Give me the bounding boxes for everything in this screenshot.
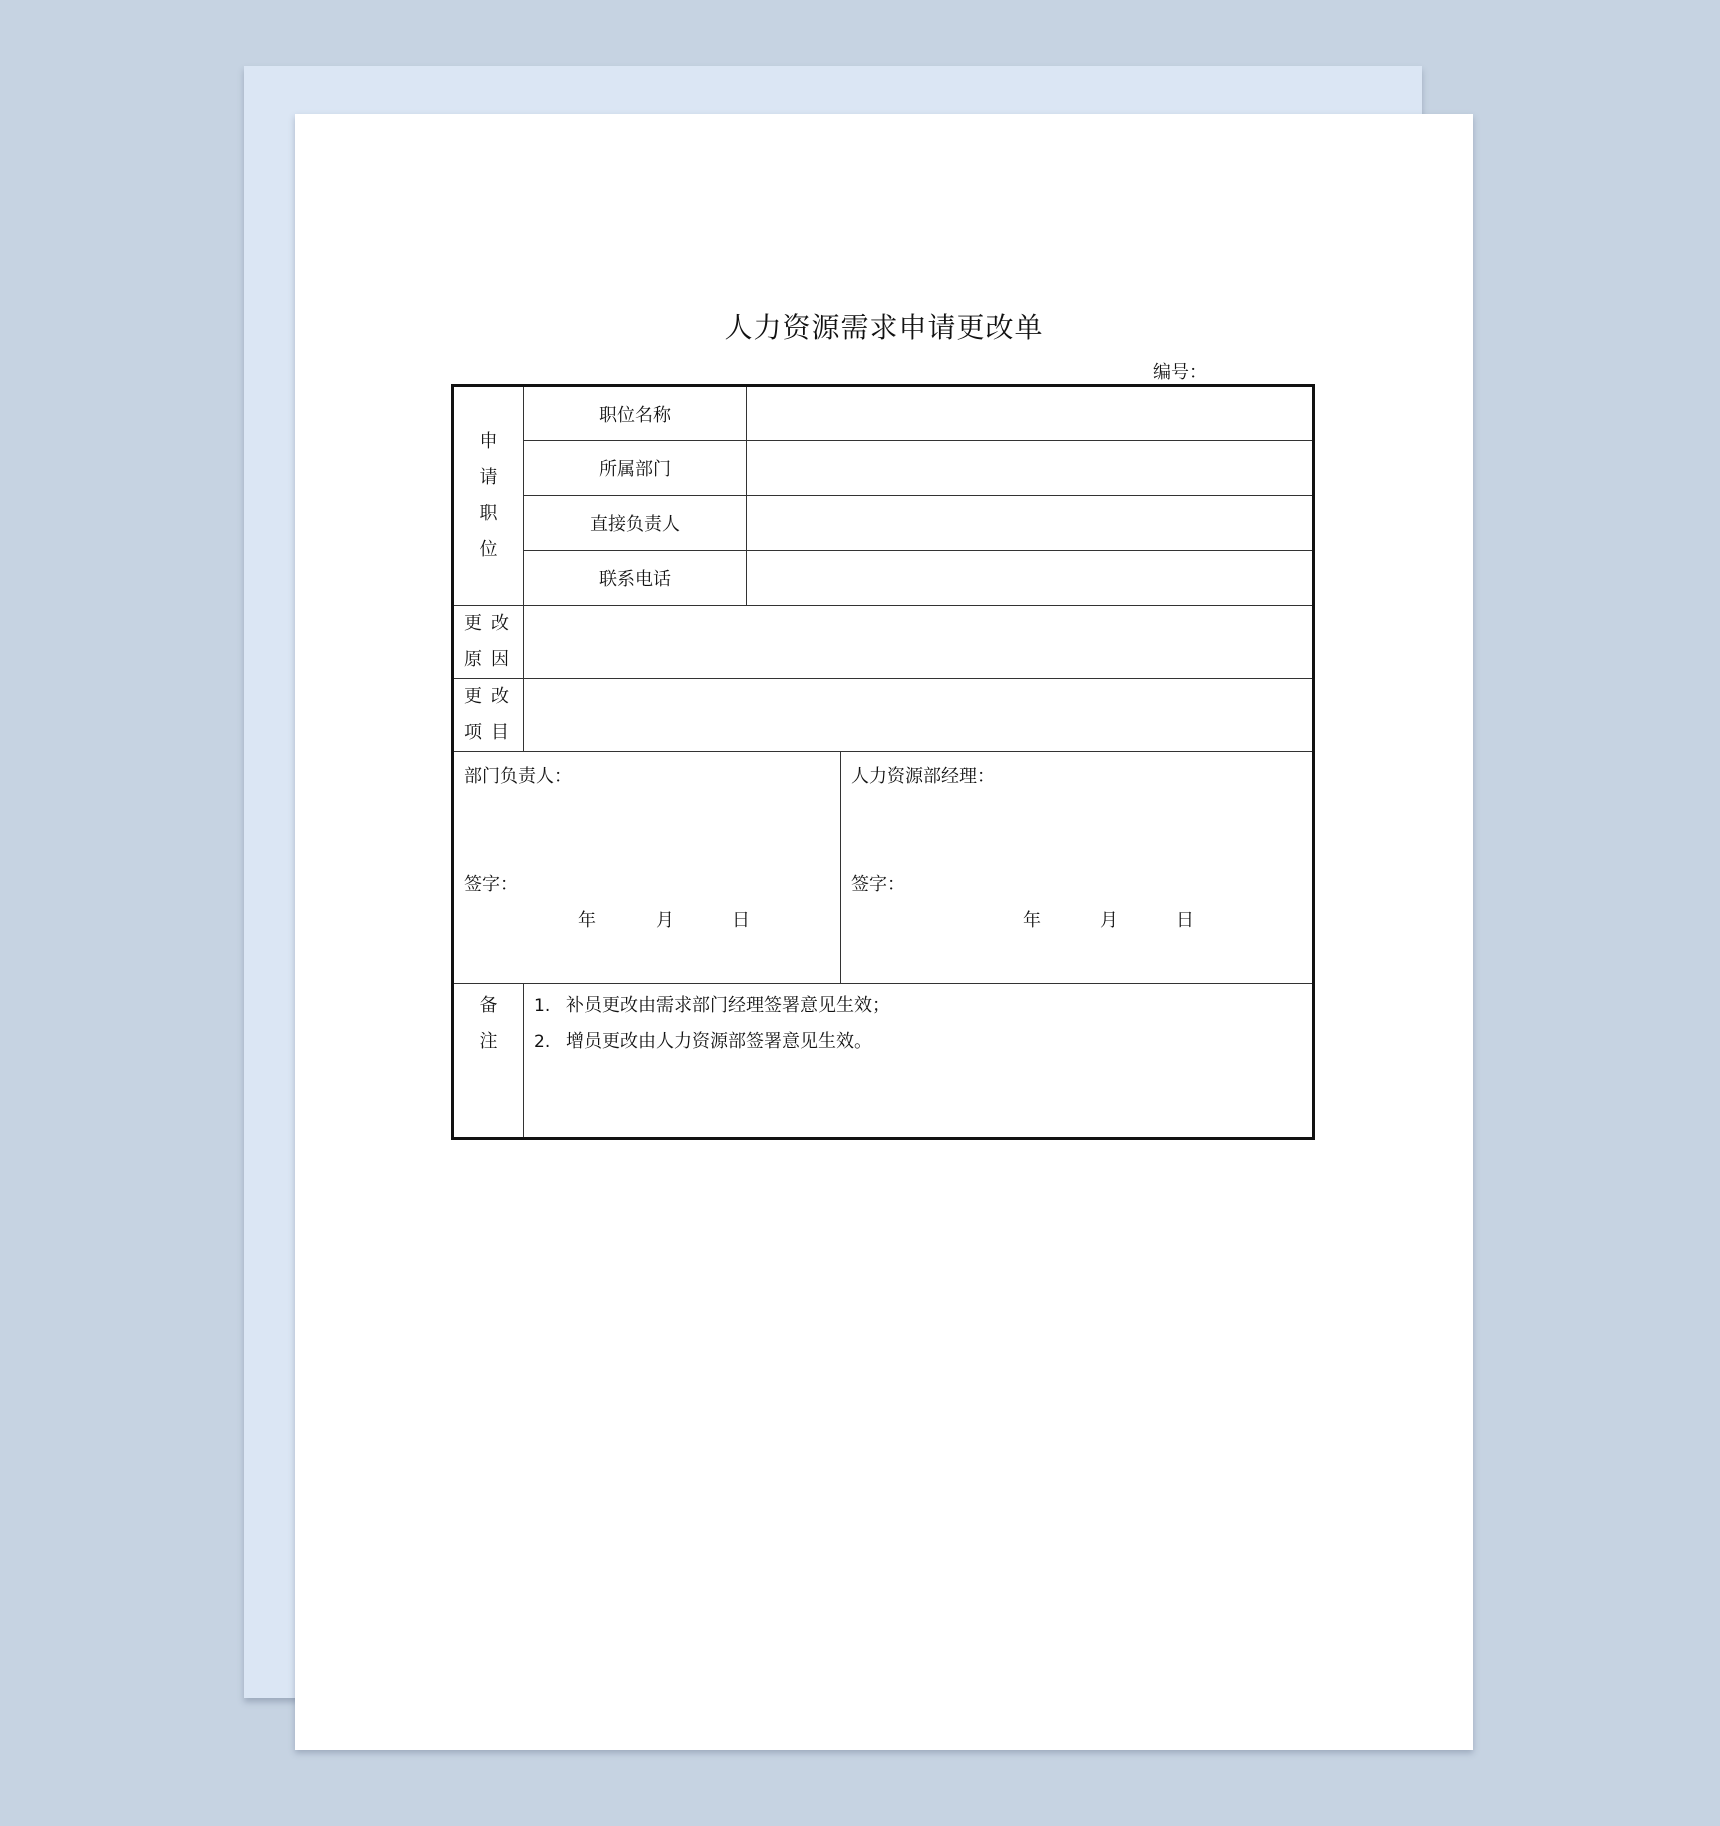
direct-supervisor-label: 直接负责人 [524,496,747,551]
position-name-field[interactable] [747,386,1314,441]
position-name-label: 职位名称 [524,386,747,441]
change-request-form [451,384,1315,1140]
change-items-label: 更改 项目 [453,679,524,752]
phone-label: 联系电话 [524,551,747,606]
dept-head-date: 年 月 日 [578,910,750,931]
document-title: 人力资源需求申请更改单 [724,311,1044,344]
dept-head-label: 部门负责人： [464,766,572,787]
dept-head-signature-cell[interactable] [453,752,841,984]
notes-content [524,984,1314,1139]
hr-manager-date: 年 月 日 [1023,910,1194,931]
change-items-field[interactable] [524,679,1314,752]
document-page [295,114,1473,1750]
note-item: 2. 增员更改由人力资源部签署意见生效。 [534,1031,872,1052]
hr-manager-signature-cell[interactable] [841,752,1314,984]
change-reason-label: 更改 原因 [453,606,524,679]
applicant-section-label: 申 请 职 位 [453,386,524,606]
direct-supervisor-field[interactable] [747,496,1314,551]
department-field[interactable] [747,441,1314,496]
department-label: 所属部门 [524,441,747,496]
phone-field[interactable] [747,551,1314,606]
note-item: 1. 补员更改由需求部门经理签署意见生效； [534,995,890,1016]
hr-manager-label: 人力资源部经理： [851,766,995,787]
change-reason-field[interactable] [524,606,1314,679]
notes-label: 备 注 [453,984,524,1139]
serial-number-label: 编号： [1153,362,1207,383]
dept-head-sign-label: 签字： [464,874,518,895]
hr-manager-sign-label: 签字： [851,874,905,895]
